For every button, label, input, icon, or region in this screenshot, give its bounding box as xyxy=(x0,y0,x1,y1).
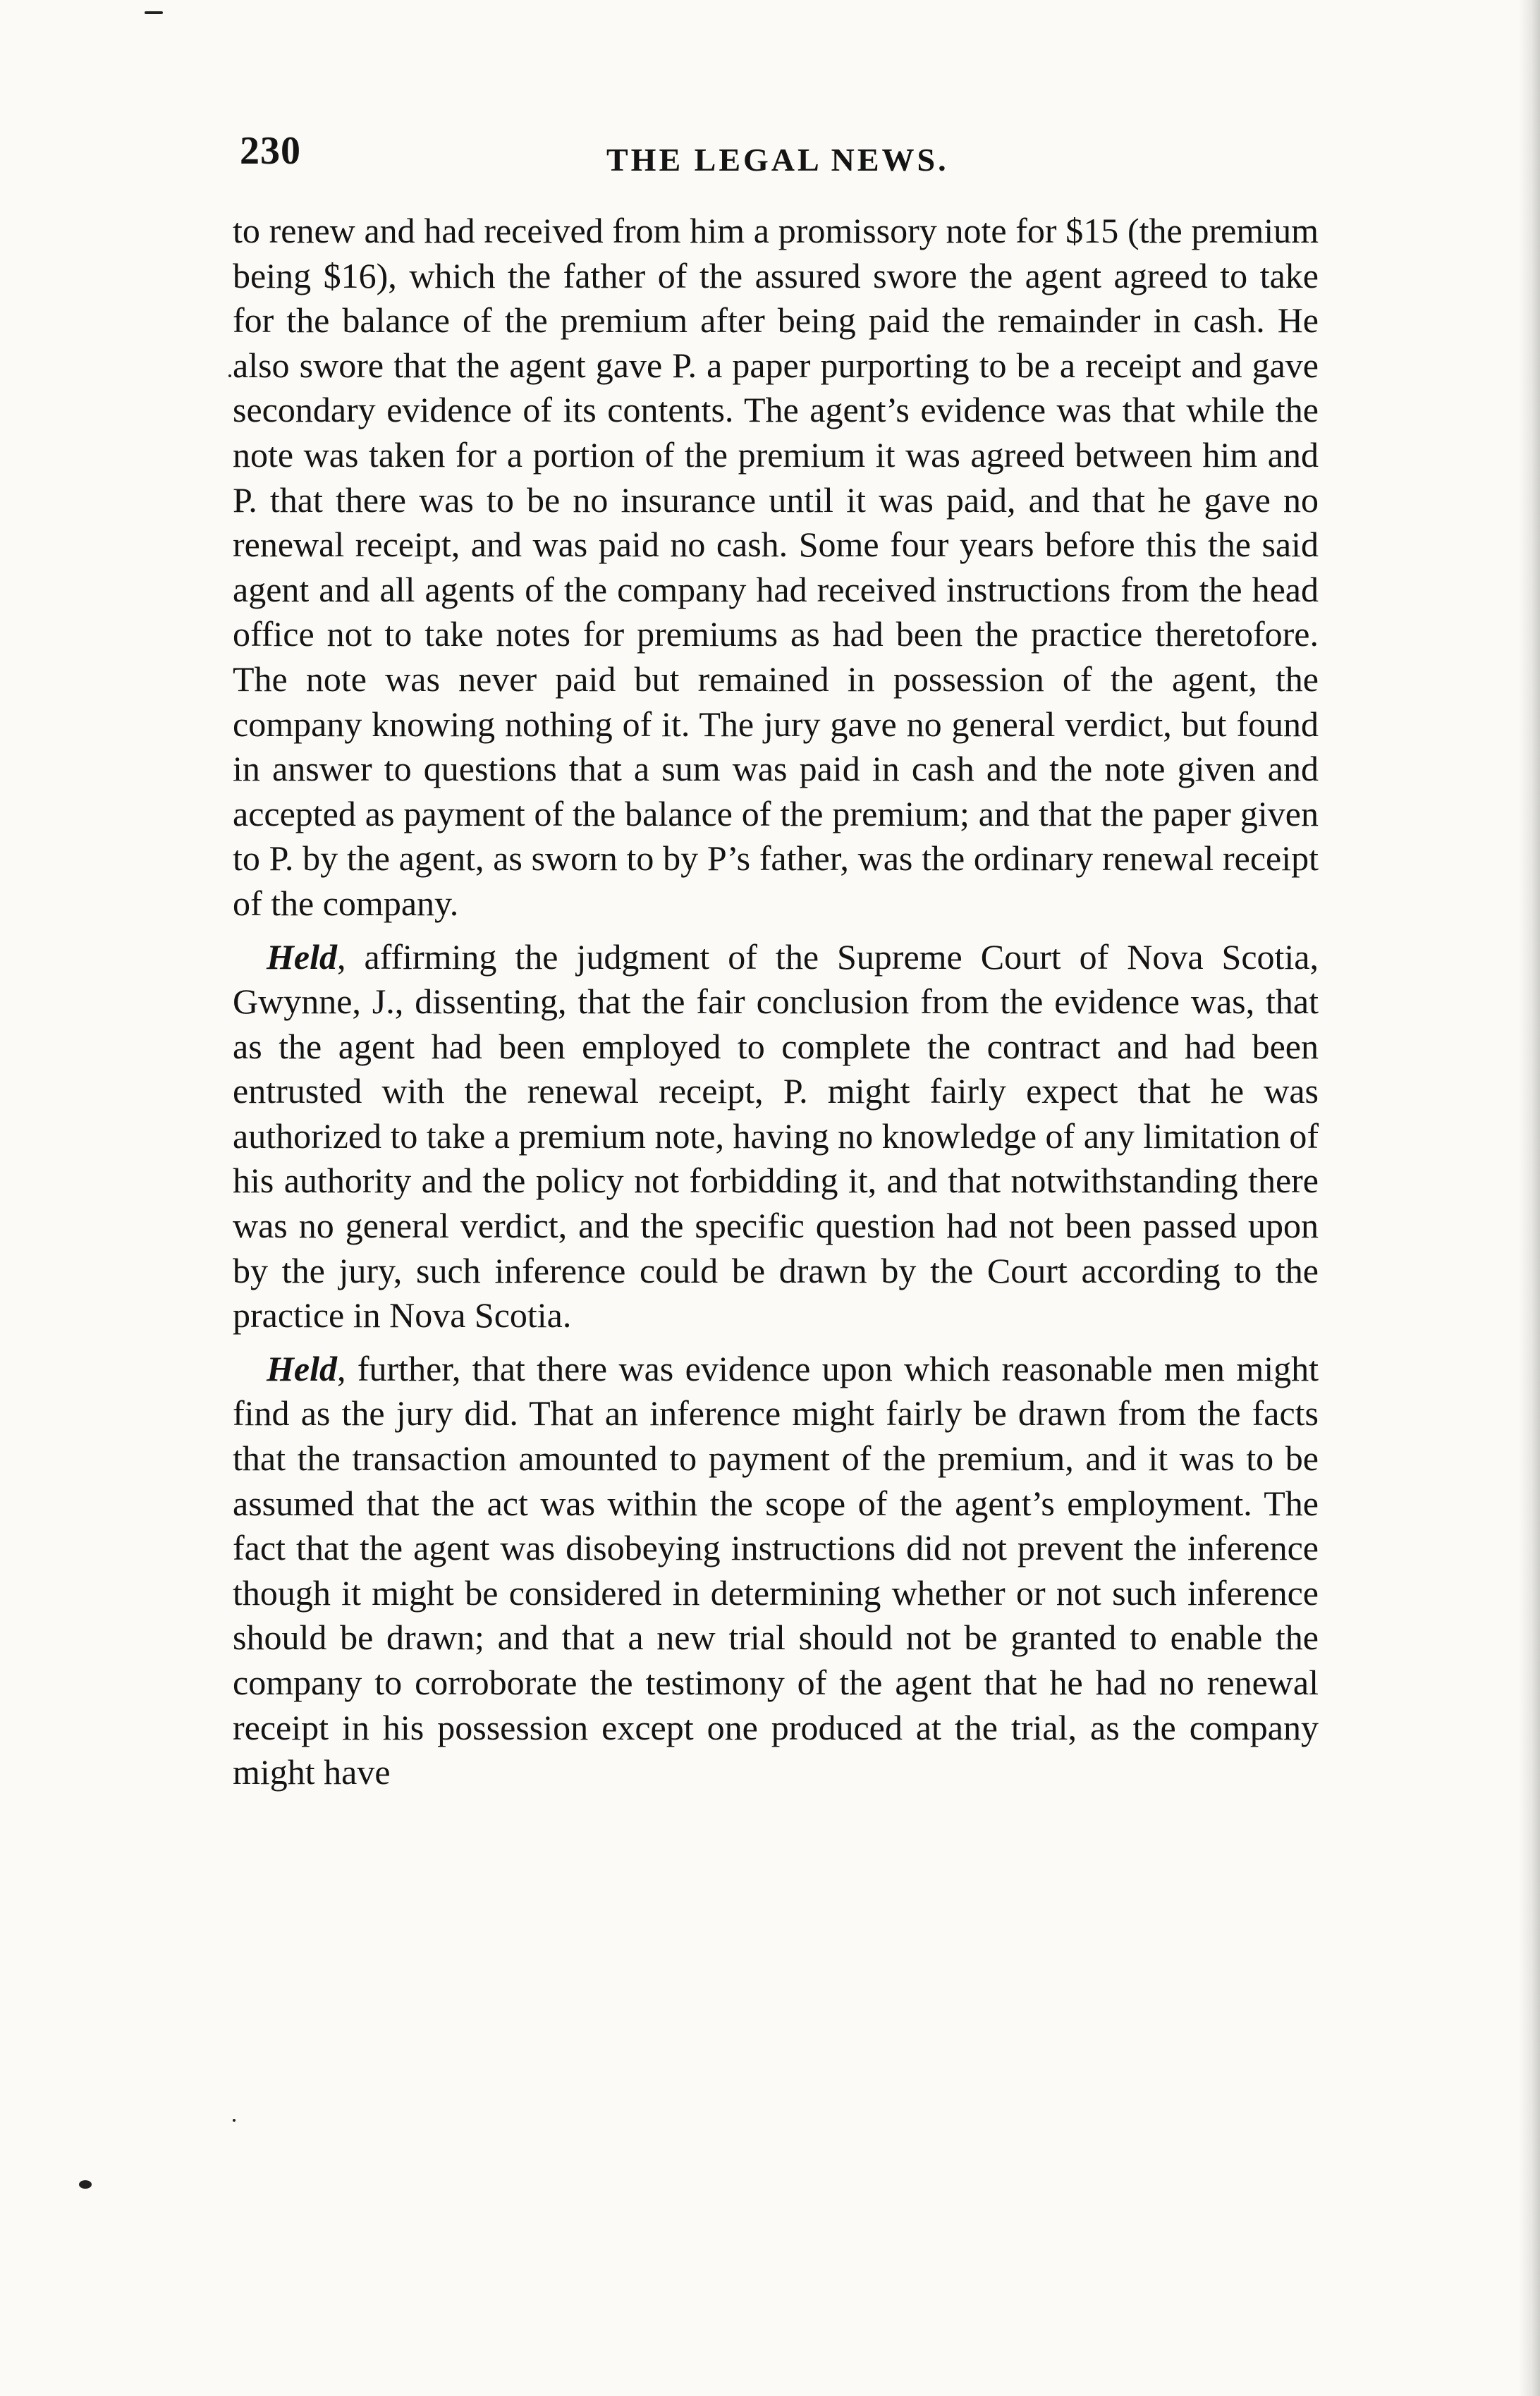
page-number: 230 xyxy=(240,129,301,173)
scan-speck xyxy=(228,374,231,377)
scan-speck xyxy=(79,2180,92,2189)
paragraph xyxy=(233,209,1319,927)
scan-speck xyxy=(145,11,163,14)
paragraph xyxy=(233,935,1319,1338)
held-lead: Held xyxy=(267,936,337,977)
page-edge-shadow xyxy=(1519,0,1540,2396)
running-title: THE LEGAL NEWS. xyxy=(606,142,949,178)
paragraph-text: , affirming the judgment of the Supreme Court of Nova Scotia, Gwynne, J., dissenting, that the fair conclusion from the evidence was, that as the agent had been employed to complete the contract and had been entrusted with the renewal receipt, P. might fairly expect that he was authorized to take a premium note, having no knowledge of any limitation of his authority and the policy not forbidding it, and that notwithstanding there was no general verdict, and the specific question had not been passed upon by the jury, such inference could be drawn by the Court according to the practice in Nova Scotia. xyxy=(233,936,1319,1335)
page-header xyxy=(240,128,1319,185)
paragraph-text: , further, that there was evidence upon which reasonable men might find as the jury did. That an inference might fairly be drawn from the facts that the transaction amounted to payment of the premium, and it was to be assumed that the act was within the scope of the agent’s employment. The fact that the agent was disobeying instructions did not prevent the inference though it might be considered in determining whether or not such inference should be drawn; and that a new trial should not be granted to enable the company to corroborate the testimony of the agent that he had no renewal receipt in his possession except one produced at the trial, as the company might have xyxy=(233,1348,1319,1792)
scan-speck xyxy=(233,2119,236,2122)
paragraph xyxy=(233,1347,1319,1795)
body-text xyxy=(233,209,1319,1795)
held-lead: Held xyxy=(267,1348,337,1388)
paragraph-text: to renew and had received from him a promissory note for $15 (the premium being $16), which the father of the assured swore the agent agreed to take for the balance of the premium after being paid the remainder in cash. He also swore that the agent gave P. a paper purporting to be a receipt and gave secondary evidence of its contents. The agent’s evidence was that while the note was taken for a portion of the premium it was agreed between him and P. that there was to be no insurance until it was paid, and that he gave no renewal receipt, and was paid no cash. Some four years before this the said agent and all agents of the company had received instructions from the head office not to take notes for premiums as had been the practice theretofore. The note was never paid but remained in possession of the agent, the company knowing nothing of it. The jury gave no general verdict, but found in answer to questions that a sum was paid in cash and the note given and accepted as payment of the balance of the premium; and that the paper given to P. by the agent, as sworn to by P’s father, was the ordinary renewal receipt of the company. xyxy=(233,211,1319,923)
